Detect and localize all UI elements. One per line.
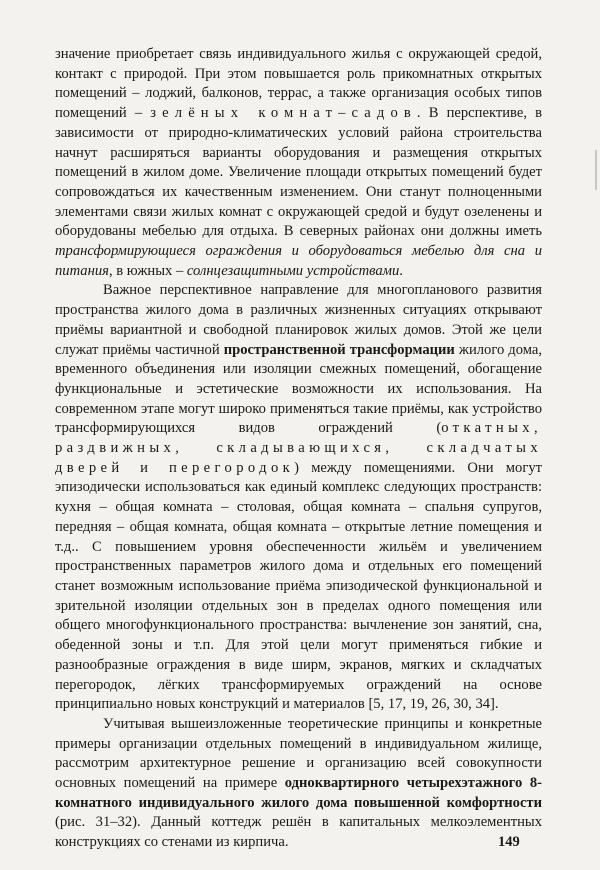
p3-text-1: Учитывая вышеизложенные теоретические принципы и конкретные примеры организации отдельных помещений в индивидуальном жилище, рассмотрим архитектурное решение и организацию всей совокупности основных помещений на примере — [55, 715, 542, 792]
paragraph-2 — [55, 281, 542, 714]
paragraph-1 — [55, 45, 542, 281]
p3-bold-term: одноквартирного четырехэтажного 8-комнатного индивидуального жилого дома повышенной комфортности — [55, 775, 542, 811]
p1-text-1: значение приобретает связь индивидуального жилья с окружающей средой, контакт с природой. При этом повышается роль прикомнатных открытых помещений – лоджий, балконов, террас, а также организация особых типов помещений – — [55, 46, 542, 122]
scan-edge-mark — [595, 150, 597, 190]
p1-text-3: , в южных – — [108, 262, 187, 279]
p3-text-2: (рис. 31–32). Данный коттедж решён в капитальных мелкоэлементных конструкциях со стенами из кирпича. — [55, 814, 542, 851]
p1-italic-term-2: солнцезащитными устройствами — [186, 262, 400, 279]
p1-italic-term-1: трансформирующиеся ограждения и оборудоваться мебелью для сна и питания — [55, 243, 542, 279]
p2-text-1: Важное перспективное направление для многопланового развития пространства жилого дома в различных жизненных ситуациях открывают приёмы вариантной и свободной планировок жилых домов. Этой же цели служат приёмы частичной — [55, 282, 542, 358]
p2-text-2: жилого дома, временного объединения или изоляции смежных помещений, обогащение функциональные и эстетические возможности их использования. На современном этапе могут широко применяться такие приёмы, как устройство трансформирующихся видов ограждений ( — [55, 341, 543, 437]
paragraph-3 — [55, 715, 542, 853]
p2-spaced-term: откатных, раздвижных, складывающихся, складчатых дверей и перегородок — [55, 420, 542, 476]
p2-bold-term: пространственной трансформации — [223, 341, 455, 358]
page-number: 149 — [498, 834, 520, 850]
page-body — [55, 45, 542, 853]
p1-text-2: . В перспективе, в зависимости от природно-климатических условий района строительства начнут расширяться варианты оборудования и размещения открытых помещений в жилом доме. Увеличение площади открытых помещений будет сопровождаться их качественным изменением. Они станут полноценными элементами связи жилых комнат с окружающей средой и будут озеленены и оборудованы мебелью для отдыха. В северных районах они должны иметь — [55, 105, 542, 240]
p2-text-3: ) между помещениями. Они могут эпизодически использоваться как единый комплекс следующих пространств: кухня – общая комната – столовая, общая комната – спальня супругов, передняя – общая комната, общая комната – открытые летние помещения и т.д.. С повышением уровня обеспеченности жильём и увеличением пространственных параметров жилого дома и отдельных его помещений станет возможным использование приёма эпизодической функциональной и зрительной изоляции отдельных зон в пределах одного помещения или общего многофункционального пространства: вычленение зон занятий, сна, обеденной зоны и т.п. Для этой цели могут применяться гибкие и разнообразные ограждения в виде ширм, экранов, мягких и складчатых перегородок, лёгких трансформируемых ограждений на основе принципиально новых конструкций и материалов [5, 17, 19, 26, 30, 34]. — [55, 459, 542, 713]
p1-spaced-term: зелёных комнат–садов — [150, 105, 417, 122]
p1-text-4: . — [399, 262, 403, 279]
